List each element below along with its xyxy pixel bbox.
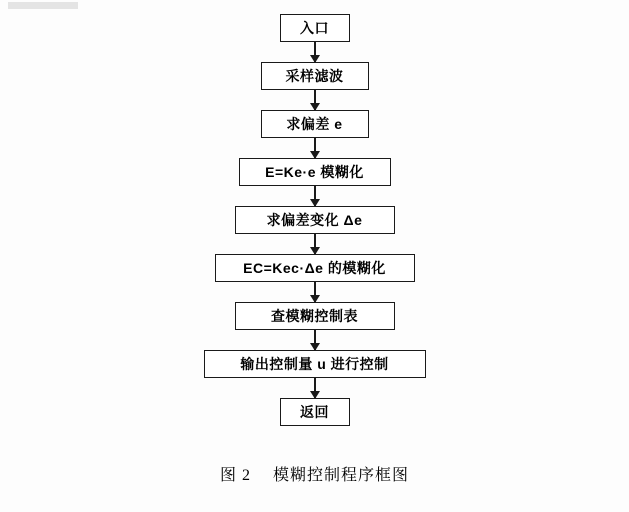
- flow-node-fuzzify-e: E=Ke·e 模糊化: [239, 158, 391, 186]
- flow-node-entry: 入口: [280, 14, 350, 42]
- flow-node-return: 返回: [280, 398, 350, 426]
- flow-arrow-2: [314, 90, 316, 110]
- flow-node-output-control: 输出控制量 u 进行控制: [204, 350, 426, 378]
- figure-caption-title: 模糊控制程序框图: [273, 467, 410, 484]
- flow-node-compute-delta-e: 求偏差变化 Δe: [235, 206, 395, 234]
- flow-node-fuzzify-ec: EC=Kec·Δe 的模糊化: [215, 254, 415, 282]
- flow-arrow-7: [314, 330, 316, 350]
- flowchart: [0, 14, 629, 426]
- page-scan-artifact: [8, 2, 78, 9]
- flow-arrow-1: [314, 42, 316, 62]
- flow-arrow-3: [314, 138, 316, 158]
- figure-caption: [0, 462, 629, 485]
- flow-arrow-4: [314, 186, 316, 206]
- figure-caption-label: 图 2: [219, 467, 251, 484]
- flow-node-compute-error: 求偏差 e: [261, 110, 369, 138]
- flow-node-sampling-filter: 采样滤波: [261, 62, 369, 90]
- flow-node-lookup-table: 查模糊控制表: [235, 302, 395, 330]
- flow-arrow-5: [314, 234, 316, 254]
- flow-arrow-8: [314, 378, 316, 398]
- flow-arrow-6: [314, 282, 316, 302]
